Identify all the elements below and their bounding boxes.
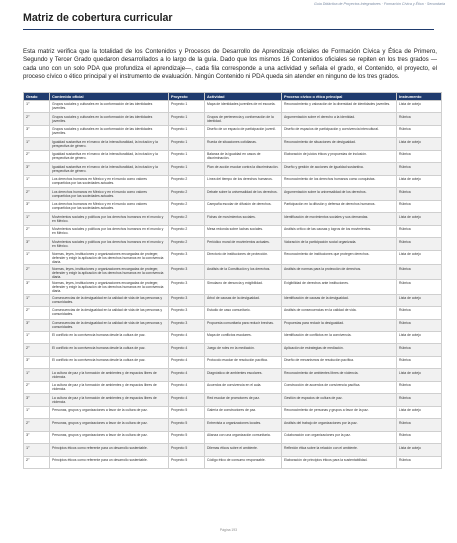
header-proceso: Proceso cívico o ético principal <box>282 93 397 101</box>
contenido-cell: Consecuencias de la desigualdad en la calidad de vida de las personas y comunidades. <box>50 307 169 319</box>
actividad-cell: Debate sobre la universalidad de los derechos. <box>205 188 282 200</box>
actividad-cell: Rueda de situaciones cotidianas. <box>205 138 282 150</box>
table-row <box>24 238 442 250</box>
table-row <box>24 294 442 306</box>
grado-cell: 2° <box>24 188 50 200</box>
instrumento-cell: Lista de cotejo <box>397 444 442 456</box>
actividad-cell: Galería de constructores de paz. <box>205 406 282 418</box>
grado-cell: 1° <box>24 332 50 344</box>
actividad-cell: Mapa de conflictos escolares. <box>205 332 282 344</box>
grado-cell: 1° <box>24 250 50 265</box>
table-row <box>24 406 442 418</box>
table-header-row <box>24 93 442 101</box>
instrumento-cell: Lista de cotejo <box>397 250 442 265</box>
proyecto-cell: Proyecto 2 <box>169 225 205 237</box>
actividad-cell: Árbol de causas de la desigualdad. <box>205 294 282 306</box>
grado-cell: 1° <box>24 444 50 456</box>
table-row <box>24 279 442 294</box>
grado-cell: 3° <box>24 431 50 443</box>
proceso-cell: Identificación de causas de la desigualdad. <box>282 294 397 306</box>
contenido-cell: Movimientos sociales y políticos por los derechos humanos en el mundo y en México. <box>50 238 169 250</box>
table-row <box>24 456 442 468</box>
table-row <box>24 150 442 162</box>
table-row <box>24 344 442 356</box>
table-row <box>24 356 442 368</box>
grado-cell: 3° <box>24 279 50 294</box>
actividad-cell: Análisis de la Constitución y los derechos. <box>205 265 282 280</box>
contenido-cell: Los derechos humanos en México y en el mundo como valores compartidos por las sociedades actuales. <box>50 188 169 200</box>
table-row <box>24 381 442 393</box>
header-proyecto: Proyecto <box>169 93 205 101</box>
proyecto-cell: Proyecto 1 <box>169 125 205 137</box>
grado-cell: 2° <box>24 225 50 237</box>
proceso-cell: Reconocimiento y valoración de la diversidad de identidades juveniles. <box>282 101 397 113</box>
grado-cell: 1° <box>24 175 50 187</box>
instrumento-cell: Rúbrica <box>397 238 442 250</box>
grado-cell: 3° <box>24 163 50 175</box>
contenido-cell: Normas, leyes, instituciones y organizaciones encargadas de proteger, defender y exigir la aplicación de los derechos humanos en la convivencia diaria. <box>50 250 169 265</box>
contenido-cell: Igualdad sustantiva en el marco de la interculturalidad, la inclusión y la perspectiva de género. <box>50 150 169 162</box>
proceso-cell: Participación en la difusión y defensa de derechos humanos. <box>282 200 397 212</box>
instrumento-cell: Rúbrica <box>397 150 442 162</box>
contenido-cell: Consecuencias de la desigualdad en la calidad de vida de las personas y comunidades. <box>50 294 169 306</box>
proceso-cell: Colaboración con organizaciones por la paz. <box>282 431 397 443</box>
table-row <box>24 200 442 212</box>
proceso-cell: Argumentación sobre la universalidad de los derechos. <box>282 188 397 200</box>
instrumento-cell: Rúbrica <box>397 125 442 137</box>
proceso-cell: Análisis de consecuencias en la calidad de vida. <box>282 307 397 319</box>
table-row <box>24 188 442 200</box>
proyecto-cell: Proyecto 5 <box>169 444 205 456</box>
instrumento-cell: Rúbrica <box>397 381 442 393</box>
instrumento-cell: Rúbrica <box>397 225 442 237</box>
contenido-cell: Igualdad sustantiva en el marco de la interculturalidad, la inclusión y la perspectiva de género. <box>50 138 169 150</box>
actividad-cell: Campaña escolar de difusión de derechos. <box>205 200 282 212</box>
header-contenido: Contenido oficial <box>50 93 169 101</box>
contenido-cell: Grupos sociales y culturales en la conformación de las identidades juveniles. <box>50 125 169 137</box>
table-row <box>24 125 442 137</box>
proyecto-cell: Proyecto 4 <box>169 394 205 406</box>
instrumento-cell: Lista de cotejo <box>397 369 442 381</box>
contenido-cell: Principios éticos como referente para un desarrollo sustentable. <box>50 456 169 468</box>
actividad-cell: Alianza con una organización comunitaria. <box>205 431 282 443</box>
proyecto-cell: Proyecto 4 <box>169 356 205 368</box>
proceso-cell: Exigibilidad de derechos ante instituciones. <box>282 279 397 294</box>
contenido-cell: Grupos sociales y culturales en la conformación de las identidades juveniles. <box>50 101 169 113</box>
proceso-cell: Reconocimiento de situaciones de desigualdad. <box>282 138 397 150</box>
table-row <box>24 369 442 381</box>
table-row <box>24 225 442 237</box>
actividad-cell: Protocolo escolar de resolución pacífica. <box>205 356 282 368</box>
grado-cell: 1° <box>24 138 50 150</box>
actividad-cell: Estudio de caso comunitario. <box>205 307 282 319</box>
proyecto-cell: Proyecto 1 <box>169 101 205 113</box>
contenido-cell: Personas, grupos y organizaciones a favor de la cultura de paz. <box>50 419 169 431</box>
contenido-cell: El conflicto en la convivencia humana desde la cultura de paz. <box>50 344 169 356</box>
coverage-matrix-table <box>23 92 442 469</box>
title-divider <box>23 29 434 30</box>
actividad-cell: Línea del tiempo de los derechos humanos. <box>205 175 282 187</box>
actividad-cell: Entrevista a organizaciones locales. <box>205 419 282 431</box>
grado-cell: 2° <box>24 307 50 319</box>
grado-cell: 3° <box>24 200 50 212</box>
proceso-cell: Argumentación sobre el derecho a la identidad. <box>282 113 397 125</box>
grado-cell: 2° <box>24 113 50 125</box>
proyecto-cell: Proyecto 5 <box>169 456 205 468</box>
header-instrumento: Instrumento <box>397 93 442 101</box>
running-head: Guía Didáctica de Proyectos Integradores · Formación Cívica y Ética · Secundaria <box>313 2 445 6</box>
grado-cell: 3° <box>24 394 50 406</box>
proyecto-cell: Proyecto 3 <box>169 307 205 319</box>
instrumento-cell: Rúbrica <box>397 307 442 319</box>
actividad-cell: Dilemas éticos sobre el ambiente. <box>205 444 282 456</box>
proceso-cell: Diseño y gestión de acciones de igualdad sustantiva. <box>282 163 397 175</box>
proyecto-cell: Proyecto 3 <box>169 279 205 294</box>
contenido-cell: Grupos sociales y culturales en la conformación de las identidades juveniles. <box>50 113 169 125</box>
proyecto-cell: Proyecto 2 <box>169 188 205 200</box>
grado-cell: 1° <box>24 213 50 225</box>
proceso-cell: Aplicación de estrategias de mediación. <box>282 344 397 356</box>
table-row <box>24 419 442 431</box>
grado-cell: 2° <box>24 150 50 162</box>
table-row <box>24 319 442 331</box>
grado-cell: 1° <box>24 406 50 418</box>
proceso-cell: Reconocimiento de instituciones que protegen derechos. <box>282 250 397 265</box>
table-row <box>24 213 442 225</box>
contenido-cell: El conflicto en la convivencia humana desde la cultura de paz. <box>50 332 169 344</box>
actividad-cell: Mesa redonda sobre luchas sociales. <box>205 225 282 237</box>
proceso-cell: Identificación de movimientos sociales y sus demandas. <box>282 213 397 225</box>
instrumento-cell: Rúbrica <box>397 319 442 331</box>
proyecto-cell: Proyecto 3 <box>169 265 205 280</box>
proyecto-cell: Proyecto 2 <box>169 213 205 225</box>
table-row <box>24 265 442 280</box>
table-row <box>24 175 442 187</box>
proyecto-cell: Proyecto 2 <box>169 238 205 250</box>
contenido-cell: La cultura de paz y la formación de ambientes y de espacios libres de violencia. <box>50 369 169 381</box>
grado-cell: 3° <box>24 125 50 137</box>
proyecto-cell: Proyecto 4 <box>169 332 205 344</box>
instrumento-cell: Rúbrica <box>397 188 442 200</box>
instrumento-cell: Rúbrica <box>397 113 442 125</box>
proyecto-cell: Proyecto 4 <box>169 381 205 393</box>
proyecto-cell: Proyecto 2 <box>169 200 205 212</box>
header-actividad: Actividad <box>205 93 282 101</box>
instrumento-cell: Rúbrica <box>397 419 442 431</box>
intro-paragraph: Esta matriz verifica que la totalidad de los Contenidos y Procesos de Desarrollo de Aprendizaje oficiales de Formación Cívica y Ética de Primero, Segundo y Tercer Grado quedaron desarrollados a lo largo de la guía. Dado que los mismos 16 Contenidos oficiales se repiten en los tres grados —cada uno con un solo PDA que profundiza el aprendizaje—, cada fila corresponde a una actividad y señala el grado, el Contenido, el proyecto, el proceso cívico o ético principal y el instrumento de evaluación. Ningún Contenido ni PDA queda sin atender en ninguno de los tres grados. <box>23 48 437 81</box>
proceso-cell: Análisis crítico de las causas y logros de los movimientos. <box>282 225 397 237</box>
instrumento-cell: Lista de cotejo <box>397 101 442 113</box>
actividad-cell: Plan de acción escolar contra la discriminación. <box>205 163 282 175</box>
contenido-cell: Los derechos humanos en México y en el mundo como valores compartidos por las sociedades actuales. <box>50 175 169 187</box>
actividad-cell: Diseño de un espacio de participación juvenil. <box>205 125 282 137</box>
proceso-cell: Análisis de normas para la protección de derechos. <box>282 265 397 280</box>
table-row <box>24 332 442 344</box>
proyecto-cell: Proyecto 4 <box>169 344 205 356</box>
instrumento-cell: Lista de cotejo <box>397 138 442 150</box>
table-row <box>24 163 442 175</box>
contenido-cell: La cultura de paz y la formación de ambientes y de espacios libres de violencia. <box>50 394 169 406</box>
contenido-cell: Consecuencias de la desigualdad en la calidad de vida de las personas y comunidades. <box>50 319 169 331</box>
grado-cell: 1° <box>24 101 50 113</box>
grado-cell: 2° <box>24 381 50 393</box>
proceso-cell: Diseño de espacios de participación y convivencia intercultural. <box>282 125 397 137</box>
proyecto-cell: Proyecto 5 <box>169 431 205 443</box>
contenido-cell: Personas, grupos y organizaciones a favor de la cultura de paz. <box>50 431 169 443</box>
actividad-cell: Fichas de movimientos sociales. <box>205 213 282 225</box>
proyecto-cell: Proyecto 3 <box>169 250 205 265</box>
contenido-cell: Movimientos sociales y políticos por los derechos humanos en el mundo y en México. <box>50 225 169 237</box>
actividad-cell: Simulacro de denuncia y exigibilidad. <box>205 279 282 294</box>
instrumento-cell: Rúbrica <box>397 431 442 443</box>
contenido-cell: Movimientos sociales y políticos por los derechos humanos en el mundo y en México. <box>50 213 169 225</box>
table-row <box>24 394 442 406</box>
proceso-cell: Gestión de espacios de cultura de paz. <box>282 394 397 406</box>
proyecto-cell: Proyecto 2 <box>169 175 205 187</box>
instrumento-cell: Rúbrica <box>397 344 442 356</box>
proyecto-cell: Proyecto 4 <box>169 369 205 381</box>
proceso-cell: Reconocimiento de los derechos humanos como conquistas. <box>282 175 397 187</box>
table-body <box>24 101 442 469</box>
contenido-cell: El conflicto en la convivencia humana desde la cultura de paz. <box>50 356 169 368</box>
grado-cell: 3° <box>24 319 50 331</box>
contenido-cell: Igualdad sustantiva en el marco de la interculturalidad, la inclusión y la perspectiva de género. <box>50 163 169 175</box>
instrumento-cell: Lista de cotejo <box>397 406 442 418</box>
instrumento-cell: Rúbrica <box>397 200 442 212</box>
instrumento-cell: Rúbrica <box>397 279 442 294</box>
actividad-cell: Grupos de pertenencia y conformación de la identidad. <box>205 113 282 125</box>
contenido-cell: La cultura de paz y la formación de ambientes y de espacios libres de violencia. <box>50 381 169 393</box>
table-header <box>24 93 442 101</box>
contenido-cell: Principios éticos como referente para un desarrollo sustentable. <box>50 444 169 456</box>
proyecto-cell: Proyecto 1 <box>169 150 205 162</box>
header-grado: Grado <box>24 93 50 101</box>
grado-cell: 2° <box>24 419 50 431</box>
instrumento-cell: Lista de cotejo <box>397 332 442 344</box>
proceso-cell: Construcción de acuerdos de convivencia pacífica. <box>282 381 397 393</box>
instrumento-cell: Rúbrica <box>397 163 442 175</box>
proyecto-cell: Proyecto 1 <box>169 113 205 125</box>
contenido-cell: Los derechos humanos en México y en el mundo como valores compartidos por las sociedades actuales. <box>50 200 169 212</box>
table-row <box>24 250 442 265</box>
contenido-cell: Normas, leyes, instituciones y organizaciones encargadas de proteger, defender y exigir la aplicación de los derechos humanos en la convivencia diaria. <box>50 265 169 280</box>
actividad-cell: Balanza de la igualdad en casos de discriminación. <box>205 150 282 162</box>
proceso-cell: Valoración de la participación social organizada. <box>282 238 397 250</box>
contenido-cell: Personas, grupos y organizaciones a favor de la cultura de paz. <box>50 406 169 418</box>
actividad-cell: Directorio de instituciones de protección. <box>205 250 282 265</box>
instrumento-cell: Rúbrica <box>397 356 442 368</box>
page-title: Matriz de cobertura curricular <box>23 12 173 24</box>
grado-cell: 1° <box>24 294 50 306</box>
proceso-cell: Reconocimiento de ambientes libres de violencia. <box>282 369 397 381</box>
instrumento-cell: Lista de cotejo <box>397 175 442 187</box>
actividad-cell: Red escolar de promotores de paz. <box>205 394 282 406</box>
instrumento-cell: Lista de cotejo <box>397 294 442 306</box>
instrumento-cell: Lista de cotejo <box>397 213 442 225</box>
grado-cell: 3° <box>24 356 50 368</box>
actividad-cell: Código ético de consumo responsable. <box>205 456 282 468</box>
table-row <box>24 138 442 150</box>
grado-cell: 1° <box>24 369 50 381</box>
table-row <box>24 431 442 443</box>
actividad-cell: Propuesta comunitaria para reducir brechas. <box>205 319 282 331</box>
actividad-cell: Acuerdos de convivencia en el aula. <box>205 381 282 393</box>
proyecto-cell: Proyecto 3 <box>169 294 205 306</box>
table-row <box>24 101 442 113</box>
proyecto-cell: Proyecto 3 <box>169 319 205 331</box>
instrumento-cell: Rúbrica <box>397 394 442 406</box>
proyecto-cell: Proyecto 5 <box>169 406 205 418</box>
proyecto-cell: Proyecto 1 <box>169 163 205 175</box>
proyecto-cell: Proyecto 1 <box>169 138 205 150</box>
actividad-cell: Diagnóstico de ambientes escolares. <box>205 369 282 381</box>
page-number: Página 193 <box>219 528 238 532</box>
actividad-cell: Periódico mural de movimientos actuales. <box>205 238 282 250</box>
instrumento-cell: Rúbrica <box>397 265 442 280</box>
actividad-cell: Mapa de identidades juveniles de mi escuela. <box>205 101 282 113</box>
table-row <box>24 307 442 319</box>
grado-cell: 2° <box>24 456 50 468</box>
proyecto-cell: Proyecto 5 <box>169 419 205 431</box>
proceso-cell: Propuestas para reducir la desigualdad. <box>282 319 397 331</box>
proceso-cell: Análisis del trabajo de organizaciones por la paz. <box>282 419 397 431</box>
proceso-cell: Reconocimiento de personas y grupos a favor de la paz. <box>282 406 397 418</box>
grado-cell: 2° <box>24 344 50 356</box>
proceso-cell: Elaboración de principios éticos para la sustentabilidad. <box>282 456 397 468</box>
table-row <box>24 444 442 456</box>
contenido-cell: Normas, leyes, instituciones y organizaciones encargadas de proteger, defender y exigir la aplicación de los derechos humanos en la convivencia diaria. <box>50 279 169 294</box>
instrumento-cell: Rúbrica <box>397 456 442 468</box>
proceso-cell: Elaboración de juicios éticos y propuestas de inclusión. <box>282 150 397 162</box>
grado-cell: 3° <box>24 238 50 250</box>
actividad-cell: Juego de roles en la mediación. <box>205 344 282 356</box>
proceso-cell: Reflexión ética sobre la relación con el ambiente. <box>282 444 397 456</box>
proceso-cell: Diseño de mecanismos de resolución pacífica. <box>282 356 397 368</box>
proceso-cell: Identificación de conflictos en la convivencia. <box>282 332 397 344</box>
table-row <box>24 113 442 125</box>
grado-cell: 2° <box>24 265 50 280</box>
